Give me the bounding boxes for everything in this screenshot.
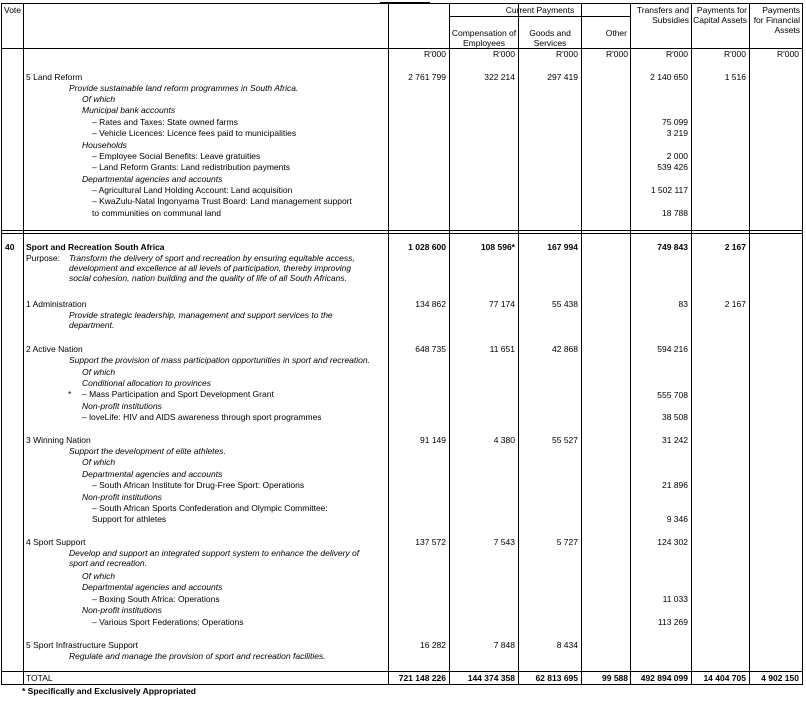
of-which-label: Of which [82, 367, 116, 377]
line-item: – Various Sport Federations: Operations [92, 617, 244, 627]
category-label: Departmental agencies and accounts [82, 469, 223, 479]
total-cell-capital: 14 404 705 [703, 673, 746, 683]
line-item: – Mass Participation and Sport Development Grant [82, 389, 274, 399]
line-item: – Land Reform Grants: Land redistribution payments [92, 162, 290, 172]
cell-capital: 2 167 [724, 242, 746, 252]
programme-title: 3 Winning Nation [26, 435, 91, 445]
category-label: Municipal bank accounts [82, 105, 176, 115]
total-cell-transfers: 492 894 099 [640, 673, 688, 683]
cell-transfers: 2 140 650 [650, 72, 688, 82]
cell-transfers: 539 426 [657, 162, 688, 172]
cell-transfers: 749 843 [657, 242, 688, 252]
programme-desc: Provide strategic leadership, management and support services to the department. [69, 310, 333, 330]
cell-comp: 108 596* [480, 242, 515, 252]
header-current-payments: Current Payments [505, 5, 575, 15]
category-label: Departmental agencies and accounts [82, 174, 223, 184]
cell-goods: 5 727 [556, 537, 578, 547]
header-goods-services: Goods and Services [529, 28, 571, 48]
unit-other: R'000 [606, 49, 628, 59]
cell-comp: 7 848 [493, 640, 515, 650]
total-cell-goods: 62 813 695 [535, 673, 578, 683]
programme-title: 5 Sport Infrastructure Support [26, 640, 138, 650]
category-label: Departmental agencies and accounts [82, 582, 223, 592]
line-item: – South African Sports Confederation and Olympic Committee: [92, 503, 328, 513]
unit-comp: R'000 [493, 49, 515, 59]
line-item: – Vehicle Licences: Licence fees paid to municipalities [92, 128, 297, 138]
cell-total: 91 149 [420, 435, 446, 445]
of-which-label: Of which [82, 457, 116, 467]
cell-goods: 8 434 [556, 640, 578, 650]
total-label: TOTAL [26, 673, 53, 683]
cell-comp: 4 380 [493, 435, 515, 445]
footnote-marker: * [68, 389, 72, 399]
programme-title: 4 Sport Support [26, 537, 86, 547]
cell-capital: 1 516 [724, 72, 746, 82]
footnote: * Specifically and Exclusively Appropriated [22, 686, 196, 696]
header-transfers: Transfers and Subsidies [636, 5, 689, 25]
cell-total: 134 862 [415, 299, 446, 309]
cell-comp: 7 543 [493, 537, 515, 547]
appropriation-table [1, 3, 803, 685]
line-item: – loveLife: HIV and AIDS awareness through sport programmes [82, 412, 322, 422]
line-item: – Boxing South Africa: Operations [92, 594, 220, 604]
cell-transfers: 9 346 [666, 514, 688, 524]
line-item: to communities on communal land [92, 208, 221, 218]
line-item: Support for athletes [92, 514, 167, 524]
category-label: Households [82, 140, 127, 150]
cell-transfers: 555 708 [657, 390, 688, 400]
cell-transfers: 113 269 [657, 617, 688, 627]
cell-goods: 55 438 [552, 299, 578, 309]
cell-goods: 42 868 [552, 344, 578, 354]
vote-title: Sport and Recreation South Africa [26, 242, 165, 252]
cell-transfers: 18 788 [662, 208, 688, 218]
of-which-label: Of which [82, 571, 116, 581]
line-item: – KwaZulu-Natal Ingonyama Trust Board: Land management support [92, 196, 352, 206]
land-reform-title: 5 Land Reform [26, 72, 83, 82]
cell-transfers: 11 033 [662, 594, 688, 604]
unit-total: R'000 [424, 49, 446, 59]
cell-transfers: 38 508 [662, 412, 688, 422]
cell-transfers: 124 302 [657, 537, 688, 547]
line-item: – Agricultural Land Holding Account: Land acquisition [92, 185, 293, 195]
cell-goods: 55 527 [552, 435, 578, 445]
line-item: – Employee Social Benefits: Leave gratuities [92, 151, 261, 161]
programme-title: 1 Administration [26, 299, 87, 309]
header-vote: Vote [4, 5, 22, 15]
cell-comp: 77 174 [489, 299, 515, 309]
cell-total: 16 282 [420, 640, 446, 650]
cell-transfers: 3 219 [666, 128, 688, 138]
cell-transfers: 83 [678, 299, 688, 309]
cell-transfers: 594 216 [657, 344, 688, 354]
cell-transfers: 31 242 [662, 435, 688, 445]
cell-transfers: 21 896 [662, 480, 688, 490]
unit-goods: R'000 [556, 49, 578, 59]
total-cell-financial: 4 902 150 [761, 673, 799, 683]
cell-goods: 297 419 [547, 72, 578, 82]
land-reform-purpose: Provide sustainable land reform programmes in South Africa. [69, 83, 299, 93]
cell-transfers: 1 502 117 [650, 185, 688, 195]
header-comp-employees: Compensation of Employees [451, 28, 517, 48]
category-label: Non-profit institutions [82, 605, 162, 615]
category-label: Non-profit institutions [82, 401, 162, 411]
total-cell-comp: 144 374 358 [467, 673, 515, 683]
unit-financial: R'000 [777, 49, 799, 59]
programme-desc: Support the development of elite athletes. [69, 446, 226, 456]
vote-number: 40 [5, 242, 15, 252]
line-item: – Rates and Taxes: State owned farms [92, 117, 238, 127]
programme-desc: Develop and support an integrated support system to enhance the delivery of sport and recreation. [69, 548, 360, 568]
cell-comp: 11 651 [489, 344, 515, 354]
category-label: Non-profit institutions [82, 492, 162, 502]
cell-total: 648 735 [415, 344, 446, 354]
total-cell-other: 99 588 [602, 673, 628, 683]
purpose-label: Purpose: [26, 253, 61, 263]
line-item: – South African Institute for Drug-Free Sport: Operations [92, 480, 305, 490]
cell-total: 2 761 799 [408, 72, 446, 82]
programme-title: 2 Active Nation [26, 344, 83, 354]
category-label: Conditional allocation to provinces [82, 378, 211, 388]
cell-total: 1 028 600 [408, 242, 446, 252]
cell-comp: 322 214 [484, 72, 515, 82]
vote-purpose: Transform the delivery of sport and recreation by ensuring equitable access, development and excellence at all levels of participation, thereby improving social cohesion, nation building and the quality of life of all South Africans. [69, 253, 355, 283]
unit-transfers: R'000 [666, 49, 688, 59]
cell-goods: 167 994 [547, 242, 578, 252]
cell-total: 137 572 [415, 537, 446, 547]
total-cell-total: 721 148 226 [398, 673, 446, 683]
header-other: Other [605, 28, 627, 38]
of-which-label: Of which [82, 94, 116, 104]
header-capital-assets: Payments for Capital Assets [693, 5, 747, 25]
programme-desc: Support the provision of mass participation opportunities in sport and recreation. [69, 355, 370, 365]
cell-capital: 2 167 [724, 299, 746, 309]
header-financial-assets: Payments for Financial Assets [753, 5, 800, 35]
unit-capital: R'000 [724, 49, 746, 59]
cell-transfers: 75 099 [662, 117, 688, 127]
programme-desc: Regulate and manage the provision of sport and recreation facilities. [69, 651, 326, 661]
cell-transfers: 2 000 [666, 151, 688, 161]
